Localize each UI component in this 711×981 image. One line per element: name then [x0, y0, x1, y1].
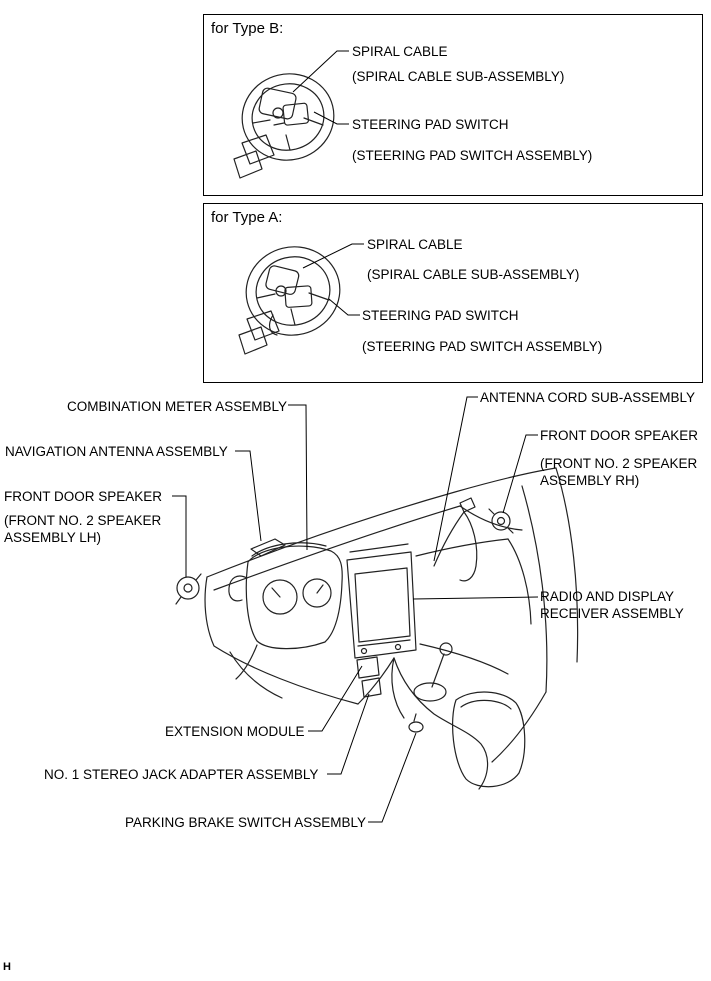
type-a-panel-title: for Type A: — [211, 209, 283, 226]
callout-front-door-speaker-lh-sub2: ASSEMBLY LH) — [4, 530, 102, 545]
callout-front-door-speaker-rh: FRONT DOOR SPEAKER — [540, 428, 699, 443]
callout-spiral-cable-a: SPIRAL CABLE — [367, 237, 463, 252]
callout-spiral-cable-b: SPIRAL CABLE — [352, 44, 448, 59]
callout-spiral-cable-sub-a: (SPIRAL CABLE SUB-ASSEMBLY) — [367, 267, 580, 282]
callout-stereo-jack-adapter: NO. 1 STEREO JACK ADAPTER ASSEMBLY — [44, 767, 319, 782]
extension-module-part — [357, 657, 379, 678]
dashboard-artwork — [176, 468, 578, 789]
callout-spiral-cable-sub-b: (SPIRAL CABLE SUB-ASSEMBLY) — [352, 69, 565, 84]
front-door-speaker-rh-part — [489, 509, 513, 533]
callout-steering-pad-switch-sub-b: (STEERING PAD SWITCH ASSEMBLY) — [352, 148, 593, 163]
callout-steering-pad-switch-a: STEERING PAD SWITCH — [362, 308, 519, 323]
page-footer-mark: H — [3, 961, 11, 973]
type-a-panel — [203, 203, 703, 383]
callout-extension-module: EXTENSION MODULE — [165, 724, 305, 739]
callout-front-door-speaker-lh-sub1: (FRONT NO. 2 SPEAKER — [4, 513, 162, 528]
callout-navigation-antenna: NAVIGATION ANTENNA ASSEMBLY — [5, 444, 228, 459]
antenna-cord-part — [434, 498, 477, 581]
callout-front-door-speaker-rh-sub2: ASSEMBLY RH) — [540, 473, 640, 488]
callout-steering-pad-switch-b: STEERING PAD SWITCH — [352, 117, 509, 132]
combination-meter-part — [229, 543, 342, 679]
type-b-panel-title: for Type B: — [211, 20, 284, 37]
callout-radio-display-line2: RECEIVER ASSEMBLY — [540, 606, 684, 621]
callout-combination-meter: COMBINATION METER ASSEMBLY — [67, 399, 288, 414]
callout-radio-display-line1: RADIO AND DISPLAY — [540, 589, 675, 604]
callout-antenna-cord: ANTENNA CORD SUB-ASSEMBLY — [480, 390, 696, 405]
parking-brake-switch-part — [409, 714, 423, 732]
radio-receiver-part — [347, 544, 416, 658]
callout-parking-brake-switch: PARKING BRAKE SWITCH ASSEMBLY — [125, 815, 367, 830]
callout-steering-pad-switch-sub-a: (STEERING PAD SWITCH ASSEMBLY) — [362, 339, 603, 354]
front-door-speaker-lh-part — [176, 574, 201, 604]
callout-front-door-speaker-rh-sub1: (FRONT NO. 2 SPEAKER — [540, 456, 698, 471]
type-b-panel — [203, 14, 703, 196]
callout-front-door-speaker-lh: FRONT DOOR SPEAKER — [4, 489, 163, 504]
